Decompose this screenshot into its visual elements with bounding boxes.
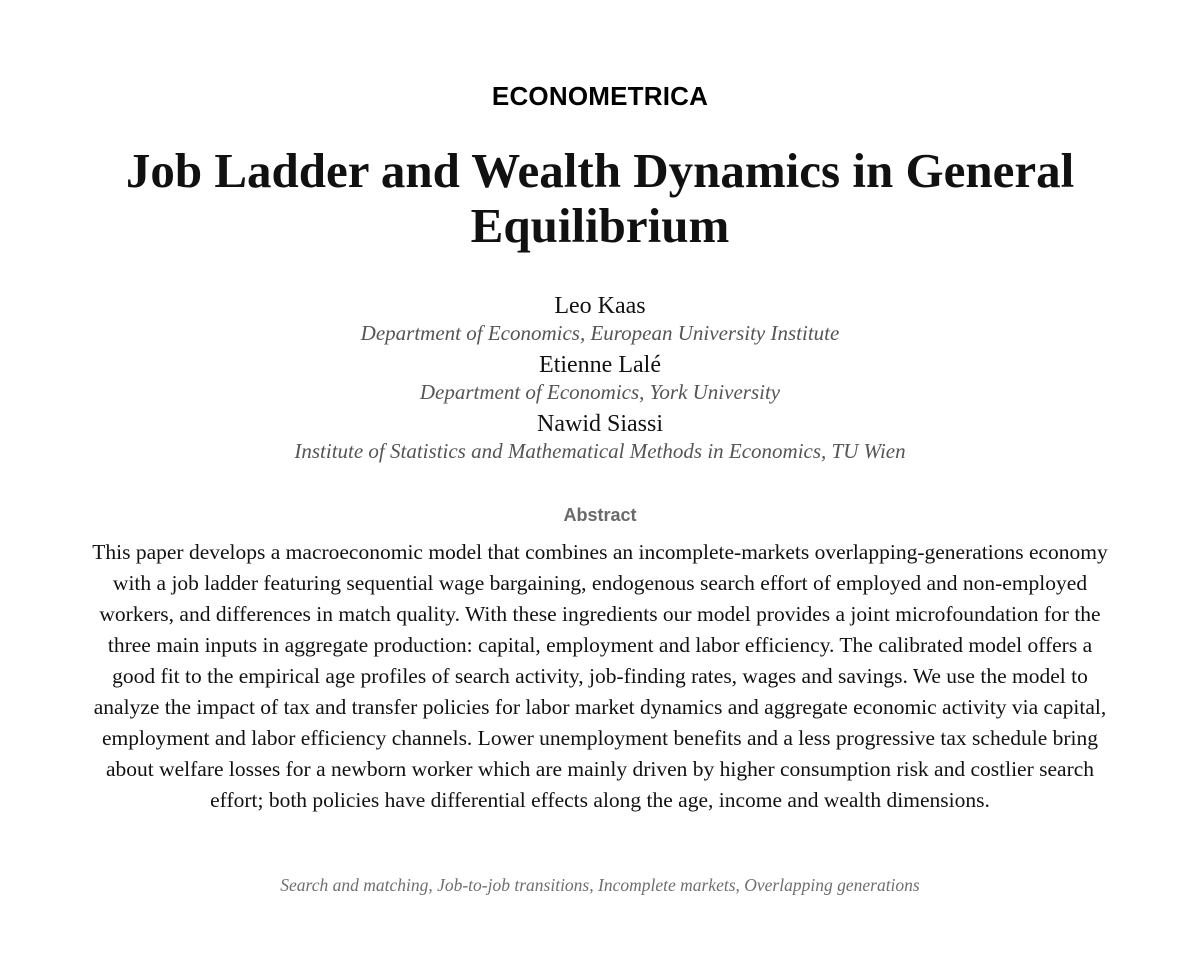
author-affiliation: Institute of Statistics and Mathematical Methods in Economics, TU Wien [294,439,906,463]
author-affiliation: Department of Economics, European University Institute [360,321,840,345]
paper-title: Job Ladder and Wealth Dynamics in General Equilibrium [125,143,1075,253]
author-list [0,292,1200,469]
author-entry [0,351,1200,405]
author-name: Leo Kaas [554,293,646,319]
author-name: Etienne Lalé [539,352,661,378]
author-entry [0,292,1200,346]
journal-name: ECONOMETRICA [491,81,709,111]
author-entry [0,410,1200,464]
keywords: Search and matching, Job-to-job transitions, Incomplete markets, Overlapping generations [280,875,920,895]
abstract-text: This paper develops a macroeconomic model that combines an incomplete-markets overlapping-generations economy with a job ladder featuring sequential wage bargaining, endogenous search effort of employed and non-employed workers, and differences in match quality. With these ingredients our model provides a joint microfoundation for the three main inputs in aggregate production: capital, employment and labor efficiency. The calibrated model offers a good fit to the empirical age profiles of search activity, job-finding rates, wages and savings. We use the model to analyze the impact of tax and transfer policies for labor market dynamics and aggregate economic activity via capital, employment and labor efficiency channels. Lower unemployment benefits and a less progressive tax schedule bring about welfare losses for a newborn worker which are mainly driven by higher consumption risk and costlier search effort; both policies have differential effects along the age, income and wealth dimensions. [92,540,1108,812]
author-affiliation: Department of Economics, York University [419,380,781,404]
author-name: Nawid Siassi [537,411,663,437]
abstract-heading: Abstract [563,505,637,525]
